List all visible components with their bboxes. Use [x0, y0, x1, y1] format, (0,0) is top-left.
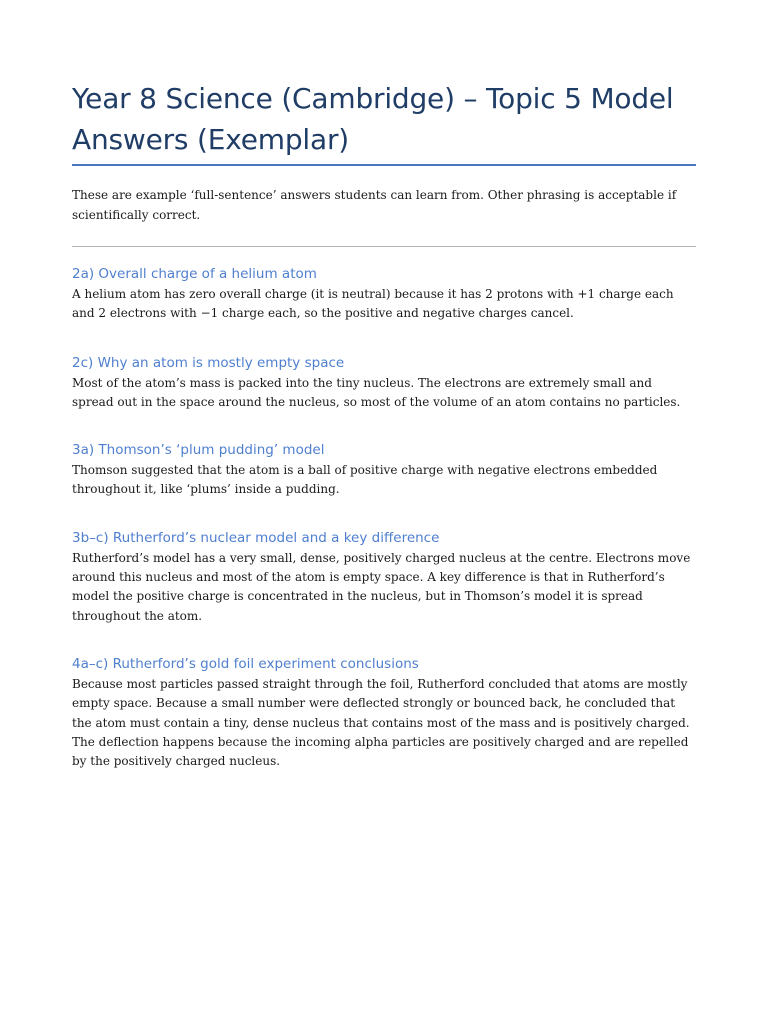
section-body: A helium atom has zero overall charge (it is neutral) because it has 2 protons with +1 charge each and 2 electrons with −1 charge each, so the positive and negative charges cancel.	[72, 287, 674, 321]
section-rutherford-model	[72, 528, 696, 626]
intro-paragraph: These are example ‘full-sentence’ answers students can learn from. Other phrasing is acceptable if scientifically correct.	[72, 188, 677, 222]
section-heading: 2c) Why an atom is mostly empty space	[72, 354, 345, 371]
section-thomson-model	[72, 440, 696, 500]
section-heading: 4a–c) Rutherford’s gold foil experiment conclusions	[72, 655, 419, 672]
section-body: Rutherford’s model has a very small, dense, positively charged nucleus at the centre. Electrons move around this nucleus and most of the atom is empty space. A key difference is that in Rutherford’s model the positive charge is concentrated in the nucleus, but in Thomson’s model it is spread throughout the atom.	[72, 550, 691, 623]
document-title: Year 8 Science (Cambridge) – Topic 5 Model Answers (Exemplar)	[72, 78, 696, 166]
section-empty-space	[72, 353, 696, 413]
section-body: Thomson suggested that the atom is a ball of positive charge with negative electrons embedded throughout it, like ‘plums’ inside a pudding.	[72, 463, 658, 497]
section-gold-foil	[72, 654, 696, 771]
section-body: Because most particles passed straight through the foil, Rutherford concluded that atoms are mostly empty space. Because a small number were deflected strongly or bounced back, he concluded that the atom must contain a tiny, dense nucleus that contains most of the mass and is positively charged. The deflection happens because the incoming alpha particles are positively charged and are repelled by the positively charged nucleus.	[72, 676, 690, 769]
section-heading: 3b–c) Rutherford’s nuclear model and a key difference	[72, 529, 440, 546]
section-helium-charge	[72, 264, 696, 324]
document-page	[72, 78, 696, 771]
section-heading: 3a) Thomson’s ‘plum pudding’ model	[72, 442, 325, 459]
section-body: Most of the atom’s mass is packed into the tiny nucleus. The electrons are extremely small and spread out in the space around the nucleus, so most of the volume of an atom contains no particles.	[72, 375, 681, 409]
section-heading: 2a) Overall charge of a helium atom	[72, 266, 317, 282]
section-divider	[72, 246, 696, 247]
